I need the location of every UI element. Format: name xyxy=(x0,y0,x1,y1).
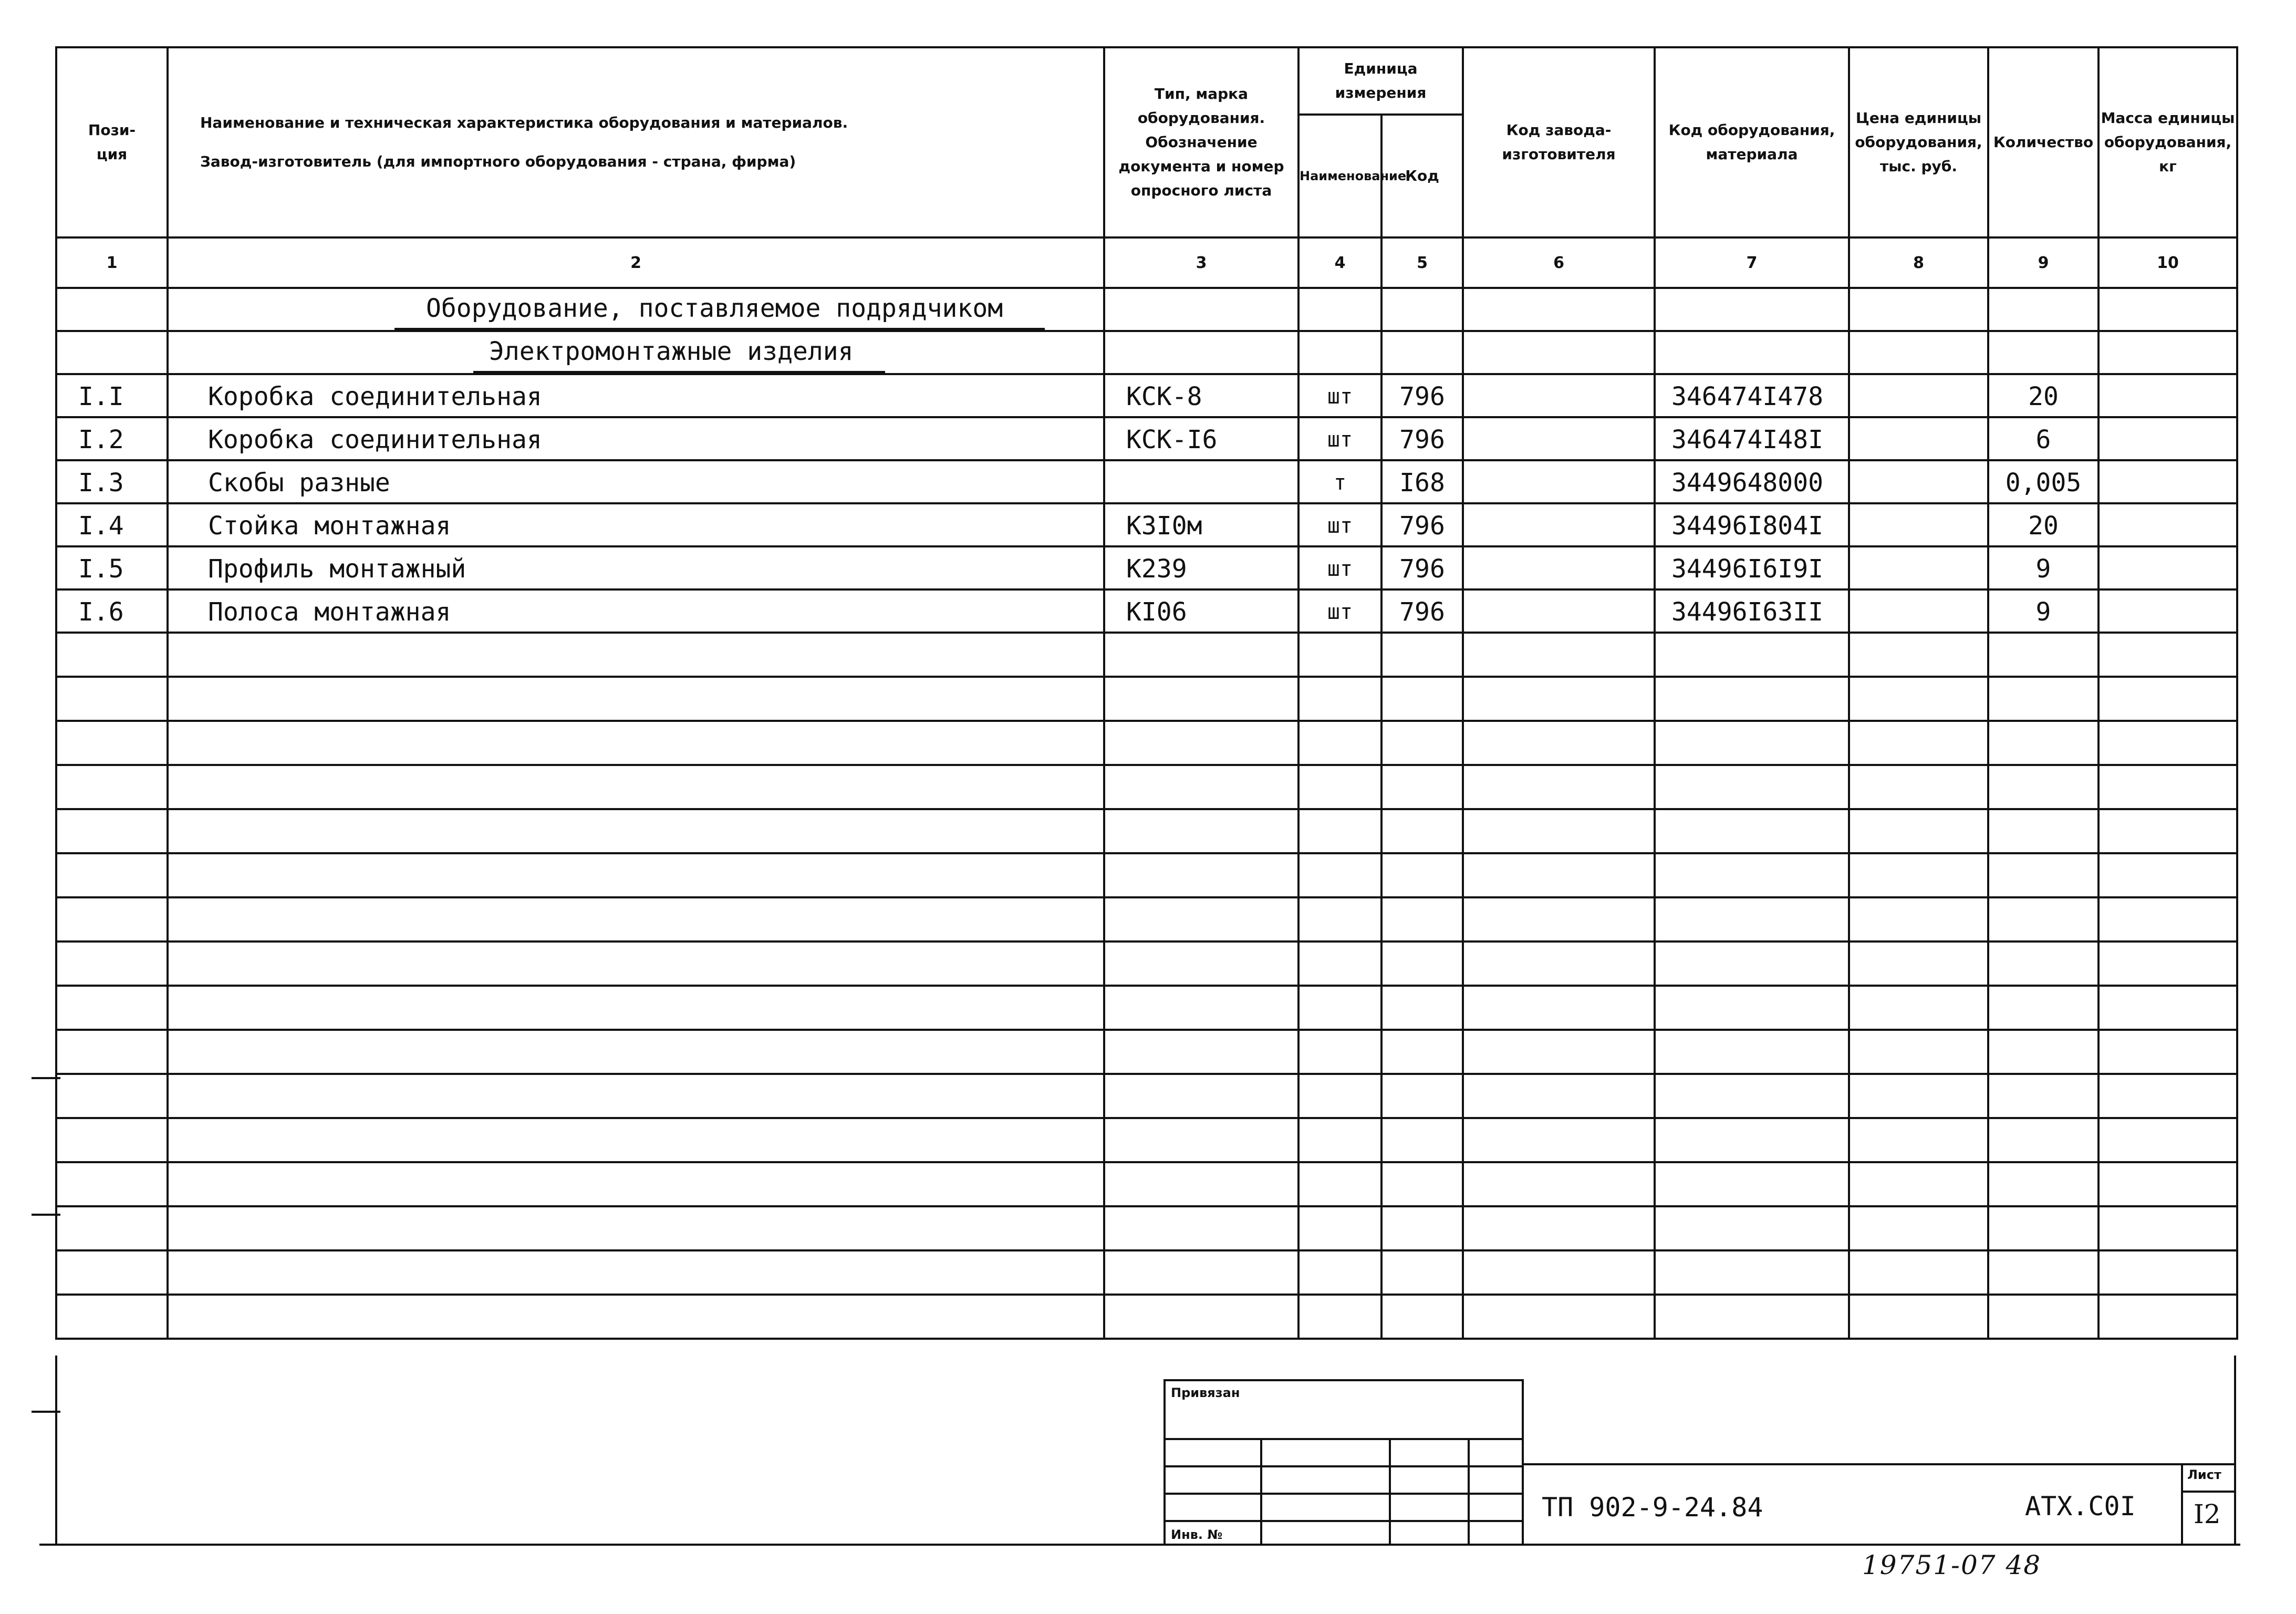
row-equipment-code: 34496I6I9I xyxy=(1655,546,1849,589)
header-row xyxy=(56,47,2237,115)
margin-tick xyxy=(32,1214,60,1216)
document-number: ТП 902-9-24.84 xyxy=(1542,1492,1763,1523)
table-row xyxy=(56,503,2237,546)
header-plant-code: Код завода-изготовителя xyxy=(1463,47,1655,237)
row-equipment-code: 346474I478 xyxy=(1655,374,1849,417)
row-type: КСК-I6 xyxy=(1104,417,1298,460)
table-row xyxy=(56,417,2237,460)
column-number: 7 xyxy=(1655,237,1849,288)
subsection-title: Электромонтажные изделия xyxy=(168,331,1104,374)
column-number-row xyxy=(56,237,2237,288)
sheet-number-box xyxy=(2181,1463,2236,1546)
column-number: 10 xyxy=(2098,237,2237,288)
table-row xyxy=(56,589,2237,633)
column-number: 9 xyxy=(1988,237,2098,288)
sheet-label: Лист xyxy=(2187,1467,2221,1482)
empty-row xyxy=(56,1295,2237,1339)
empty-row xyxy=(56,853,2237,897)
header-name-line1: Наименование и техническая характеристика оборудования и материалов. xyxy=(200,114,848,131)
row-position: I.6 xyxy=(56,589,168,633)
row-unit-code: 796 xyxy=(1381,417,1463,460)
row-position: I.5 xyxy=(56,546,168,589)
row-position: I.4 xyxy=(56,503,168,546)
inventory-number-label: Инв. № xyxy=(1171,1527,1223,1542)
subsection-row xyxy=(56,331,2237,374)
empty-row xyxy=(56,721,2237,765)
row-unit-code: 796 xyxy=(1381,503,1463,546)
header-position-line1: Пози- xyxy=(88,121,136,139)
row-unit-code: 796 xyxy=(1381,546,1463,589)
column-number: 8 xyxy=(1849,237,1988,288)
table-row xyxy=(56,546,2237,589)
row-unit-code: 796 xyxy=(1381,589,1463,633)
linked-label: Привязан xyxy=(1171,1385,1240,1400)
row-equipment-code: 34496I63II xyxy=(1655,589,1849,633)
row-quantity: 9 xyxy=(1988,589,2098,633)
empty-row xyxy=(56,1206,2237,1250)
row-name: Скобы разные xyxy=(168,460,1104,503)
table-row xyxy=(56,460,2237,503)
header-price: Цена единицы оборудования, тыс. руб. xyxy=(1849,47,1988,237)
header-unit-name: Наименование xyxy=(1298,115,1381,237)
row-name: Коробка соединительная xyxy=(168,417,1104,460)
row-unit: шт xyxy=(1298,546,1381,589)
handwritten-note: 19751-07 48 xyxy=(1862,1550,2042,1580)
row-unit: шт xyxy=(1298,417,1381,460)
row-position: I.I xyxy=(56,374,168,417)
row-equipment-code: 3449648000 xyxy=(1655,460,1849,503)
row-equipment-code: 346474I48I xyxy=(1655,417,1849,460)
row-name: Стойка монтажная xyxy=(168,503,1104,546)
empty-row xyxy=(56,897,2237,942)
row-name: Коробка соединительная xyxy=(168,374,1104,417)
column-number: 4 xyxy=(1298,237,1381,288)
row-position: I.3 xyxy=(56,460,168,503)
header-quantity: Количество xyxy=(1988,47,2098,237)
column-number: 6 xyxy=(1463,237,1655,288)
margin-tick xyxy=(32,1411,60,1413)
sheet-number: I2 xyxy=(2194,1499,2221,1529)
row-type: К3I0м xyxy=(1104,503,1298,546)
column-number: 5 xyxy=(1381,237,1463,288)
empty-row xyxy=(56,942,2237,986)
empty-row xyxy=(56,1162,2237,1206)
empty-row xyxy=(56,765,2237,809)
table-row xyxy=(56,374,2237,417)
empty-row xyxy=(56,1074,2237,1118)
empty-row xyxy=(56,1250,2237,1295)
empty-row xyxy=(56,986,2237,1030)
empty-row xyxy=(56,809,2237,853)
empty-row xyxy=(56,677,2237,721)
row-unit: т xyxy=(1298,460,1381,503)
row-quantity: 0,005 xyxy=(1988,460,2098,503)
specification-table xyxy=(55,46,2238,1340)
bottom-edge-line xyxy=(39,1544,2240,1546)
column-number: 2 xyxy=(168,237,1104,288)
linked-stamp-grid xyxy=(1163,1379,1524,1546)
empty-row xyxy=(56,1030,2237,1074)
header-position-line2: ция xyxy=(96,146,128,163)
row-unit: шт xyxy=(1298,589,1381,633)
row-unit-code: 796 xyxy=(1381,374,1463,417)
row-name: Профиль монтажный xyxy=(168,546,1104,589)
row-quantity: 9 xyxy=(1988,546,2098,589)
section-title: Оборудование, поставляемое подрядчиком xyxy=(168,288,1104,331)
row-equipment-code: 34496I804I xyxy=(1655,503,1849,546)
header-position xyxy=(56,47,168,237)
document-code: АТХ.С0I xyxy=(2025,1491,2136,1522)
column-number: 1 xyxy=(56,237,168,288)
row-unit: шт xyxy=(1298,503,1381,546)
row-name: Полоса монтажная xyxy=(168,589,1104,633)
row-type: К239 xyxy=(1104,546,1298,589)
header-unit-group: Единица измерения xyxy=(1298,47,1463,115)
row-quantity: 20 xyxy=(1988,374,2098,417)
row-position: I.2 xyxy=(56,417,168,460)
header-mass: Масса единицы оборудования, кг xyxy=(2098,47,2237,237)
header-unit-code: Код xyxy=(1381,115,1463,237)
row-type: КI06 xyxy=(1104,589,1298,633)
row-unit-code: I68 xyxy=(1381,460,1463,503)
empty-row xyxy=(56,1118,2237,1162)
row-type: КСК-8 xyxy=(1104,374,1298,417)
row-type xyxy=(1104,460,1298,503)
margin-tick xyxy=(32,1077,60,1079)
header-name-line2: Завод-изготовитель (для импортного оборудования - страна, фирма) xyxy=(200,153,796,170)
section-row xyxy=(56,288,2237,331)
row-quantity: 6 xyxy=(1988,417,2098,460)
header-name xyxy=(168,47,1104,237)
empty-row xyxy=(56,633,2237,677)
row-unit: шт xyxy=(1298,374,1381,417)
row-quantity: 20 xyxy=(1988,503,2098,546)
header-type: Тип, марка оборудования. Обозначение документа и номер опросного листа xyxy=(1104,47,1298,237)
header-equipment-code: Код оборудования, материала xyxy=(1655,47,1849,237)
column-number: 3 xyxy=(1104,237,1298,288)
